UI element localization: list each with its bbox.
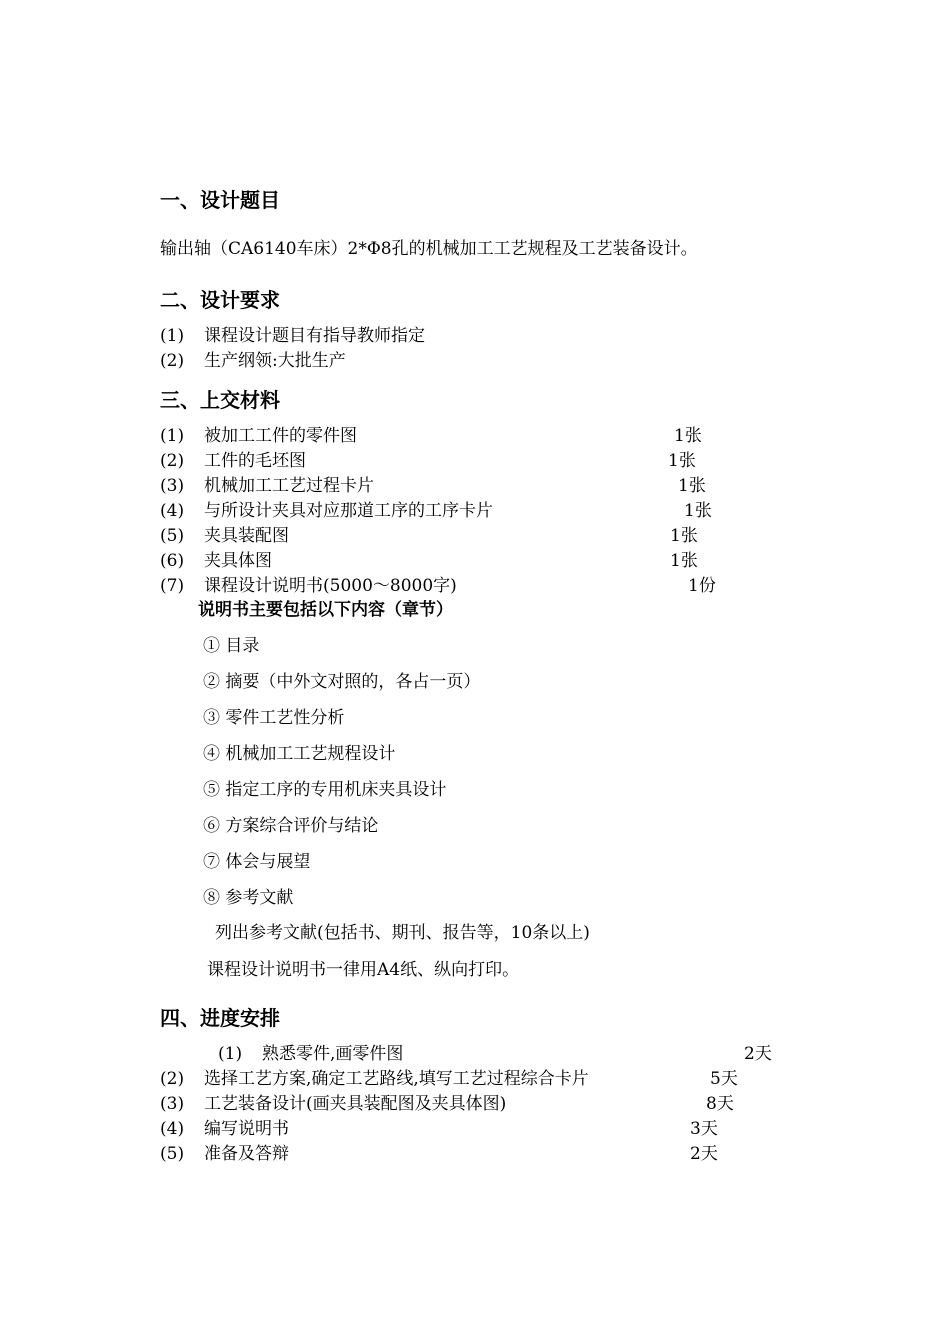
section-heading-design-topic: 一、设计题目 bbox=[160, 188, 280, 212]
material-num: (6) bbox=[160, 551, 185, 571]
schedule-days: 2天 bbox=[744, 1044, 772, 1064]
schedule-num: (1) bbox=[218, 1044, 243, 1064]
material-text: 夹具体图 bbox=[204, 551, 272, 571]
section-heading-design-requirements: 二、设计要求 bbox=[160, 288, 280, 312]
schedule-text: 熟悉零件,画零件图 bbox=[262, 1044, 404, 1064]
contents-item: ① 目录 bbox=[203, 636, 260, 656]
material-text: 与所设计夹具对应那道工序的工序卡片 bbox=[204, 501, 493, 521]
requirement-num: (1) bbox=[160, 326, 185, 346]
material-text: 课程设计说明书(5000～8000字) bbox=[204, 576, 457, 596]
design-topic-text: 输出轴（CA6140车床）2*Φ8孔的机械加工工艺规程及工艺装备设计。 bbox=[160, 239, 698, 259]
material-num: (1) bbox=[160, 426, 185, 446]
schedule-text: 准备及答辩 bbox=[204, 1144, 289, 1164]
requirement-text: 课程设计题目有指导教师指定 bbox=[204, 326, 425, 346]
section-heading-schedule: 四、进度安排 bbox=[160, 1006, 280, 1030]
section-heading-submission-materials: 三、上交材料 bbox=[160, 388, 280, 412]
material-qty: 1张 bbox=[670, 551, 698, 571]
material-qty: 1张 bbox=[678, 476, 706, 496]
contents-item: ⑧ 参考文献 bbox=[203, 888, 294, 908]
schedule-num: (5) bbox=[160, 1144, 185, 1164]
material-num: (2) bbox=[160, 451, 185, 471]
material-text: 夹具装配图 bbox=[204, 526, 289, 546]
requirement-text: 生产纲领:大批生产 bbox=[204, 351, 346, 371]
material-qty: 1张 bbox=[668, 451, 696, 471]
material-qty: 1张 bbox=[684, 501, 712, 521]
material-text: 机械加工工艺过程卡片 bbox=[204, 476, 374, 496]
printing-note: 课程设计说明书一律用A4纸、纵向打印。 bbox=[207, 960, 520, 980]
requirement-num: (2) bbox=[160, 351, 185, 371]
contents-item: ⑤ 指定工序的专用机床夹具设计 bbox=[203, 780, 447, 800]
schedule-num: (3) bbox=[160, 1094, 185, 1114]
material-qty: 1份 bbox=[688, 576, 716, 596]
schedule-num: (4) bbox=[160, 1119, 185, 1139]
material-qty: 1张 bbox=[670, 526, 698, 546]
contents-item: ④ 机械加工工艺规程设计 bbox=[203, 744, 396, 764]
material-num: (4) bbox=[160, 501, 185, 521]
material-text: 被加工工件的零件图 bbox=[204, 426, 357, 446]
material-num: (7) bbox=[160, 576, 185, 596]
material-num: (3) bbox=[160, 476, 185, 496]
schedule-days: 5天 bbox=[710, 1069, 738, 1089]
contents-item: ⑦ 体会与展望 bbox=[203, 852, 311, 872]
contents-item: ② 摘要（中外文对照的，各占一页） bbox=[203, 672, 481, 692]
material-qty: 1张 bbox=[674, 426, 702, 446]
schedule-text: 编写说明书 bbox=[204, 1119, 289, 1139]
schedule-days: 3天 bbox=[690, 1119, 718, 1139]
schedule-text: 工艺装备设计(画夹具装配图及夹具体图) bbox=[204, 1094, 507, 1114]
contents-item: ⑥ 方案综合评价与结论 bbox=[203, 816, 379, 836]
references-note: 列出参考文献(包括书、期刊、报告等，10条以上) bbox=[215, 923, 590, 943]
schedule-num: (2) bbox=[160, 1069, 185, 1089]
material-text: 工件的毛坯图 bbox=[204, 451, 306, 471]
schedule-text: 选择工艺方案,确定工艺路线,填写工艺过程综合卡片 bbox=[204, 1069, 589, 1089]
schedule-days: 2天 bbox=[690, 1144, 718, 1164]
contents-heading: 说明书主要包括以下内容（章节） bbox=[198, 600, 453, 620]
schedule-days: 8天 bbox=[706, 1094, 734, 1114]
material-num: (5) bbox=[160, 526, 185, 546]
contents-item: ③ 零件工艺性分析 bbox=[203, 708, 345, 728]
